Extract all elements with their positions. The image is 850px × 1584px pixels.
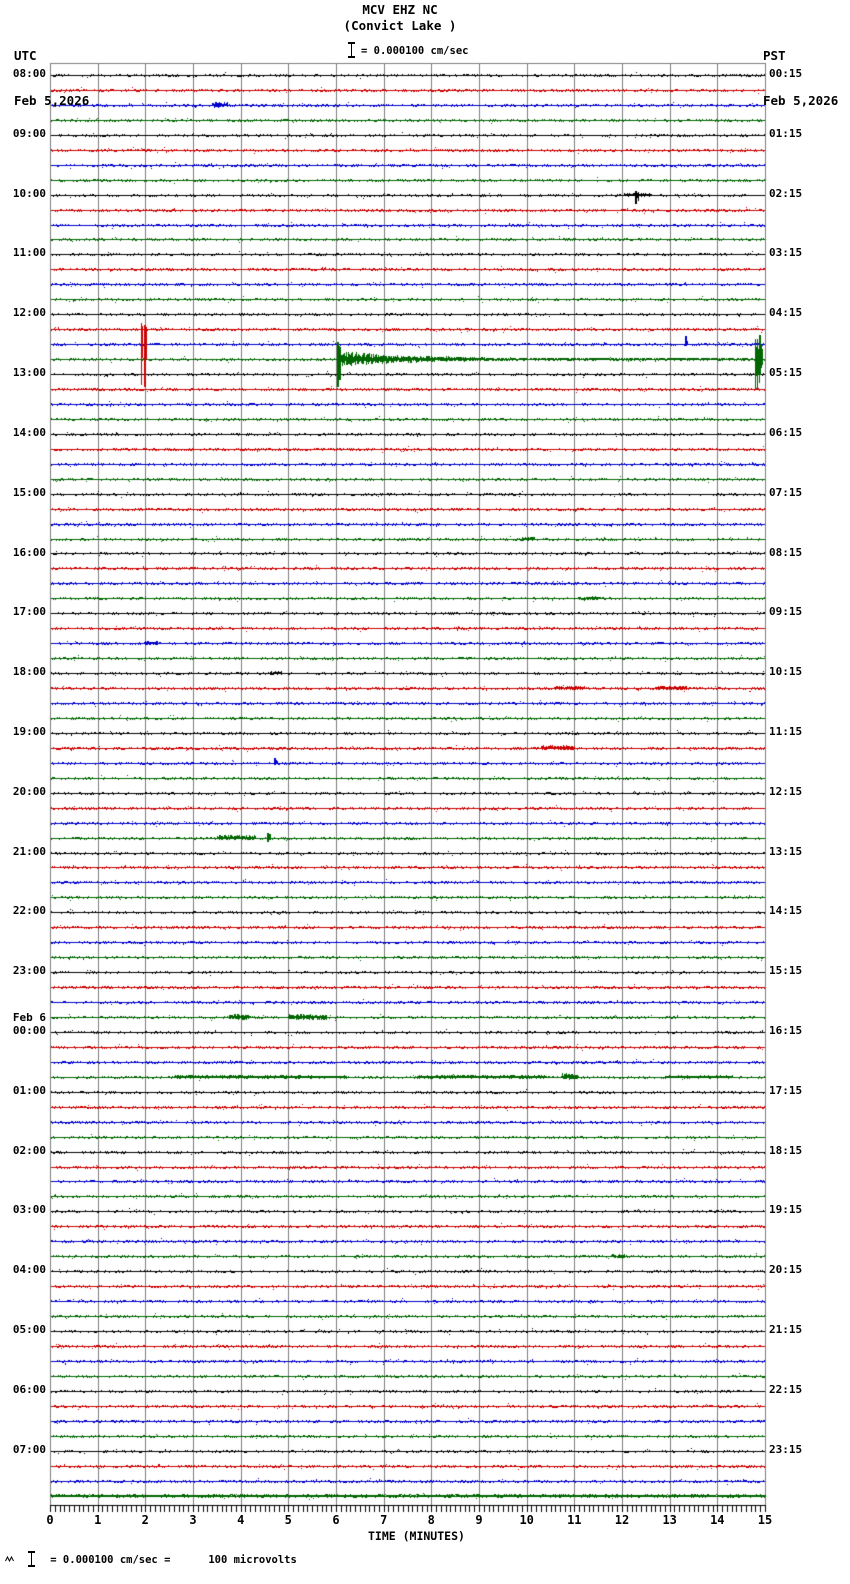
utc-time-label: 05:00 [12, 1323, 46, 1336]
utc-time-label: 15:00 [12, 485, 46, 499]
pst-time-label: 14:15 [769, 904, 803, 918]
x-tick-label: 3 [189, 1513, 197, 1527]
x-tick-label: 7 [380, 1513, 388, 1527]
pst-time-label: 06:15 [769, 425, 803, 439]
pst-time-label: 17:15 [769, 1083, 803, 1097]
utc-time-label: 23:00 [12, 964, 46, 978]
pst-time-label: 00:15 [769, 67, 803, 80]
footer-text: = 0.000100 cm/sec = 100 microvolts [50, 1554, 297, 1566]
utc-time-label: 20:00 [12, 784, 46, 798]
pst-time-label: 07:15 [769, 485, 803, 499]
scale-ibeam-icon [348, 42, 355, 58]
x-tick-label: 4 [237, 1513, 245, 1527]
x-tick-label: 8 [427, 1513, 435, 1527]
utc-time-label: 00:00 [12, 1024, 46, 1037]
utc-time-label: 19:00 [12, 724, 46, 738]
utc-tz-label: UTC [14, 48, 37, 63]
pst-time-label: 08:15 [769, 545, 803, 559]
station-subtitle: (Convict Lake ) [343, 18, 457, 33]
utc-time-label: 12:00 [12, 306, 46, 320]
utc-time-label: 09:00 [12, 126, 46, 140]
utc-time-label: 11:00 [12, 246, 46, 260]
x-tick-label: 1 [94, 1513, 102, 1527]
x-tick-label: 12 [614, 1513, 630, 1527]
pst-date-label: Feb 5,2026 [763, 93, 839, 108]
utc-time-label: 07:00 [12, 1442, 46, 1456]
pst-time-label: 21:15 [769, 1323, 803, 1336]
utc-time-label: 06:00 [12, 1382, 46, 1396]
x-tick-label: 5 [284, 1513, 292, 1527]
x-axis-title: TIME (MINUTES) [368, 1529, 465, 1543]
pst-time-label: 05:15 [769, 366, 803, 380]
scale-indicator [348, 39, 468, 58]
x-tick-label: 0 [46, 1513, 54, 1527]
utc-time-label: 04:00 [12, 1263, 46, 1277]
x-tick-label: 6 [332, 1513, 340, 1527]
pst-time-label: 16:15 [769, 1024, 803, 1037]
pst-time-label: 09:15 [769, 605, 803, 619]
pst-time-label: 20:15 [769, 1263, 803, 1277]
utc-time-label: 22:00 [12, 904, 46, 918]
x-tick-label: 2 [141, 1513, 149, 1527]
utc-time-label: 16:00 [12, 545, 46, 559]
utc-date-row-label: Feb 6 [12, 1011, 46, 1024]
utc-time-label: 14:00 [12, 425, 46, 439]
x-tick-label: 15 [757, 1513, 773, 1527]
scale-text: = 0.000100 cm/sec [361, 45, 469, 57]
x-tick-label: 9 [475, 1513, 483, 1527]
utc-date-label: Feb 5,2026 [14, 93, 90, 108]
pst-time-label: 15:15 [769, 964, 803, 978]
footer-scale-note [5, 1548, 297, 1567]
pst-time-label: 23:15 [769, 1442, 803, 1456]
utc-time-label: 01:00 [12, 1083, 46, 1097]
utc-time-label: 03:00 [12, 1203, 46, 1217]
pst-time-label: 01:15 [769, 126, 803, 140]
footer-ibeam-icon [28, 1551, 35, 1567]
waveform-icon [5, 1554, 16, 1564]
pst-time-label: 22:15 [769, 1382, 803, 1396]
x-tick-label: 14 [710, 1513, 725, 1527]
x-tick-label: 13 [662, 1513, 677, 1527]
pst-time-label: 13:15 [769, 844, 803, 858]
utc-time-label: 18:00 [12, 665, 46, 679]
pst-time-label: 03:15 [769, 246, 803, 260]
x-tick-label: 10 [519, 1513, 534, 1527]
utc-time-label: 10:00 [12, 186, 46, 200]
pst-time-label: 02:15 [769, 186, 803, 200]
pst-time-label: 11:15 [769, 724, 803, 738]
x-tick-label: 11 [567, 1513, 582, 1527]
pst-time-label: 04:15 [769, 306, 803, 320]
pst-time-label: 18:15 [769, 1143, 803, 1157]
utc-time-label: 17:00 [12, 605, 46, 619]
utc-time-label: 21:00 [12, 844, 46, 858]
pst-time-label: 19:15 [769, 1203, 803, 1217]
utc-time-label: 08:00 [12, 67, 46, 80]
utc-time-label: 02:00 [12, 1143, 46, 1157]
pst-time-label: 10:15 [769, 665, 803, 679]
pst-time-label: 12:15 [769, 784, 803, 798]
utc-time-label: 13:00 [12, 366, 46, 380]
pst-tz-label: PST [763, 48, 786, 63]
station-title: MCV EHZ NC [362, 2, 438, 17]
